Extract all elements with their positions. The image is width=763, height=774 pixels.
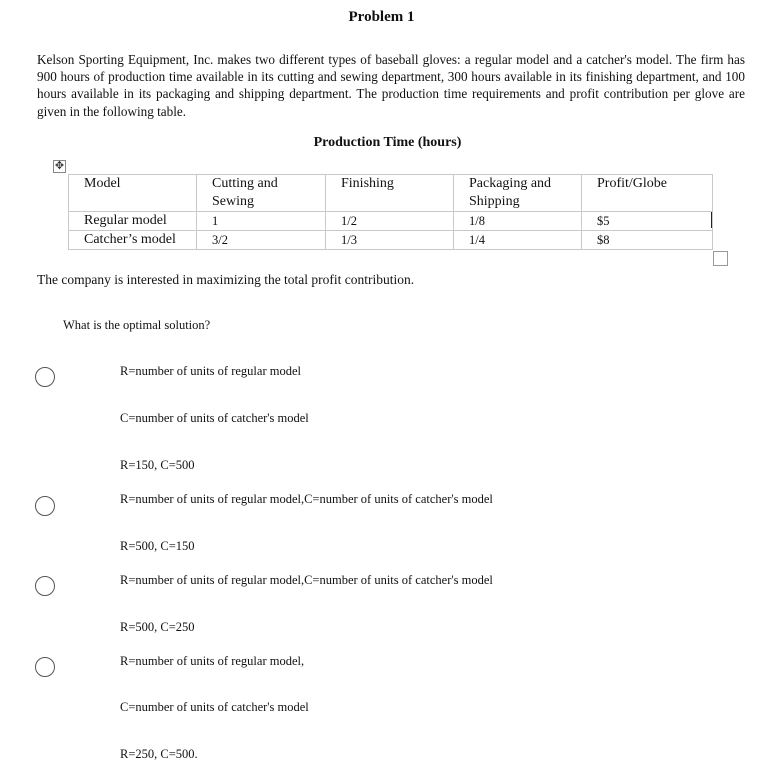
row-packaging: 1/4: [454, 231, 582, 250]
production-table: [68, 174, 713, 250]
row-packaging: 1/8: [454, 212, 582, 231]
header-profit: Profit/Globe: [582, 175, 713, 212]
move-icon[interactable]: ✥: [54, 160, 65, 172]
option-2-radio[interactable]: [35, 496, 55, 516]
table-row: [69, 212, 713, 231]
row-model: Regular model: [69, 212, 197, 231]
option-1-line3: R=150, C=500: [120, 458, 195, 472]
question-prompt: What is the optimal solution?: [63, 318, 211, 332]
option-1-line1: R=number of units of regular model: [120, 364, 301, 378]
option-3-line2: R=500, C=250: [120, 620, 195, 634]
option-4-line3: R=250, C=500.: [120, 747, 198, 761]
header-cutting-line2: Sewing: [212, 194, 254, 209]
row-cutting: 3/2: [197, 231, 326, 250]
header-cutting-sewing: [197, 175, 326, 212]
row-profit: $5: [582, 212, 713, 231]
table-row: [69, 231, 713, 250]
header-packaging-shipping: [454, 175, 582, 212]
row-profit: $8: [582, 231, 713, 250]
option-4-line1: R=number of units of regular model,: [120, 654, 305, 668]
option-4-radio[interactable]: [35, 657, 55, 677]
row-cutting: 1: [197, 212, 326, 231]
problem-statement: The company is interested in maximizing the total profit contribution.: [37, 272, 415, 287]
option-2-line1: R=number of units of regular model,C=number of units of catcher's model: [120, 492, 493, 506]
header-packaging-line2: Shipping: [469, 194, 520, 209]
row-finishing: 1/2: [326, 212, 454, 231]
problem-title: Problem 1: [348, 9, 415, 25]
problem-intro: Kelson Sporting Equipment, Inc. makes two different types of baseball gloves: a regular model and a catcher's model. The firm has 900 hours of production time available in its cutting and sewing department, 300 hours available in its finishing department, and 100 hours available in its packaging and shipping department. The production time requirements and profit contribution per glove are given in the following table.: [37, 52, 745, 119]
table-resize-handle[interactable]: [713, 251, 728, 266]
header-finishing: Finishing: [326, 175, 454, 212]
option-1-line2: C=number of units of catcher's model: [120, 411, 309, 425]
option-3-line1: R=number of units of regular model,C=number of units of catcher's model: [120, 573, 493, 587]
row-finishing: 1/3: [326, 231, 454, 250]
table-header-row: [69, 175, 713, 212]
table-title: Production Time (hours): [313, 135, 462, 150]
row-model: Catcher’s model: [69, 231, 197, 250]
option-3-radio[interactable]: [35, 576, 55, 596]
header-model: Model: [69, 175, 197, 212]
option-4-line2: C=number of units of catcher's model: [120, 700, 309, 714]
option-1-radio[interactable]: [35, 367, 55, 387]
option-2-line2: R=500, C=150: [120, 539, 195, 553]
header-cutting-line1: Cutting and: [212, 176, 278, 191]
text-cursor: [711, 212, 712, 228]
header-packaging-line1: Packaging and: [469, 176, 552, 191]
